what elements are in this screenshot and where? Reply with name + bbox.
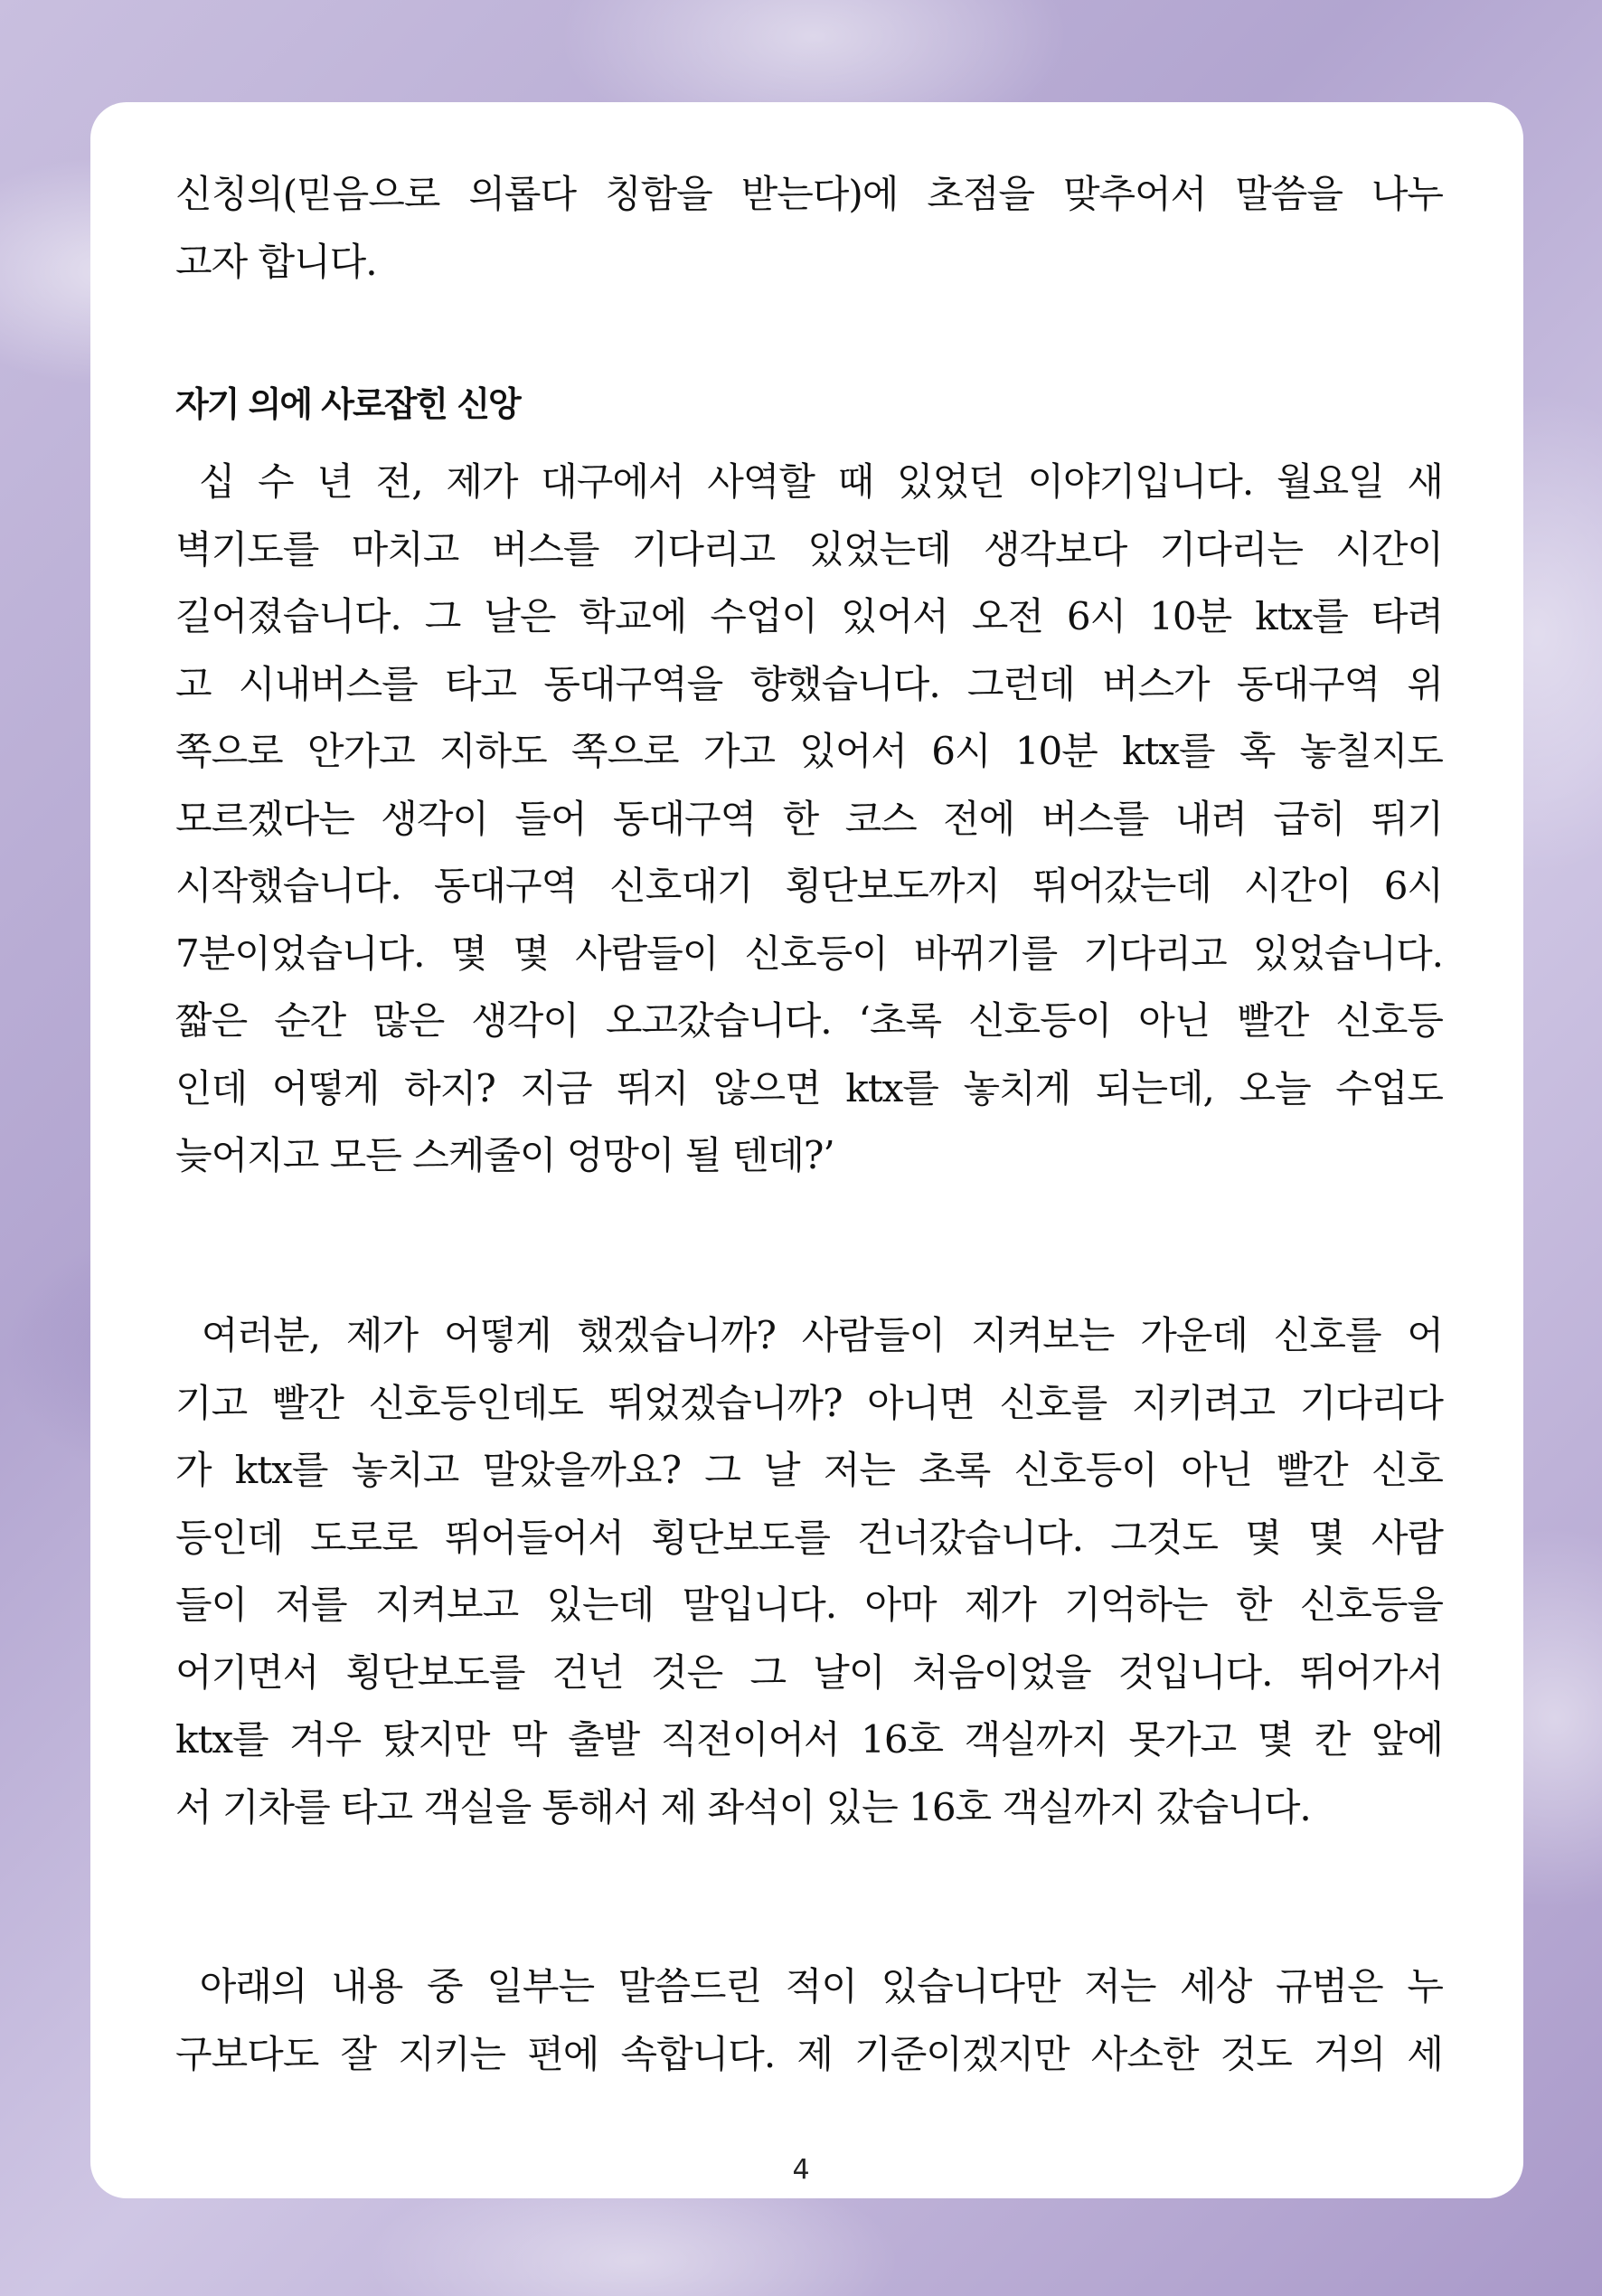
text-line: ktx를 겨우 탔지만 막 출발 직전이어서 16호 객실까지 못가고 몇 칸 앞에 [175,1717,1443,1762]
text-line: 7분이었습니다. 몇 몇 사람들이 신호등이 바뀌기를 기다리고 있었습니다. [175,931,1443,976]
text-line: 벽기도를 마치고 버스를 기다리고 있었는데 생각보다 기다리는 시간이 [175,526,1443,572]
text-line: 짧은 순간 많은 생각이 오고갔습니다. ‘초록 신호등이 아닌 빨간 신호등 [175,998,1443,1043]
text-line: 아래의 내용 중 일부는 말씀드린 적이 있습니다만 저는 세상 규범은 누 [175,1964,1443,2008]
text-line: 신칭의(믿음으로 의롭다 칭함을 받는다)에 초점을 맞추어서 말씀을 나누 [175,172,1443,216]
text-line: 늦어지고 모든 스케줄이 엉망이 될 텐데?’ [175,1133,834,1177]
text-line: 기고 빨간 신호등인데도 뛰었겠습니까? 아니면 신호를 지키려고 기다리다 [175,1380,1443,1425]
text-line: 구보다도 잘 지키는 편에 속합니다. 제 기준이겠지만 사소한 것도 거의 세 [175,2031,1443,2076]
text-line: 시작했습니다. 동대구역 신호대기 횡단보도까지 뛰어갔는데 시간이 6시 [175,864,1443,908]
text-line: 여러분, 제가 어떻게 했겠습니까? 사람들이 지켜보는 가운데 신호를 어 [175,1313,1443,1357]
text-line: 쪽으로 안가고 지하도 쪽으로 가고 있어서 6시 10분 ktx를 혹 놓칠지도 [175,729,1443,773]
text-line: 가 ktx를 놓치고 말았을까요? 그 날 저는 초록 신호등이 아닌 빨간 신호 [175,1448,1443,1492]
text-line: 고 시내버스를 타고 동대구역을 향했습니다. 그런데 버스가 동대구역 위 [175,661,1443,706]
page-number: 4 [792,2154,810,2186]
text-line: 어기면서 횡단보도를 건넌 것은 그 날이 처음이었을 것입니다. 뛰어가서 [175,1649,1443,1695]
text-line: 십 수 년 전, 제가 대구에서 사역할 때 있었던 이야기입니다. 월요일 새 [175,459,1443,504]
text-line: 모르겠다는 생각이 들어 동대구역 한 코스 전에 버스를 내려 급히 뛰기 [175,796,1443,841]
text-line: 길어졌습니다. 그 날은 학교에 수업이 있어서 오전 6시 10분 ktx를 타려 [175,594,1443,638]
text-line: 들이 저를 지켜보고 있는데 말입니다. 아마 제가 기억하는 한 신호등을 [175,1583,1443,1627]
text-line: 등인데 도로로 뛰어들어서 횡단보도를 건너갔습니다. 그것도 몇 몇 사람 [175,1515,1443,1560]
text-line: 고자 합니다. [175,239,377,284]
section-heading: 자기 의에 사로잡힌 신앙 [175,384,520,424]
text-line: 인데 어떻게 하지? 지금 뛰지 않으면 ktx를 놓치게 되는데, 오늘 수업도 [175,1065,1443,1110]
text-line: 서 기차를 타고 객실을 통해서 제 좌석이 있는 16호 객실까지 갔습니다. [175,1784,1311,1829]
